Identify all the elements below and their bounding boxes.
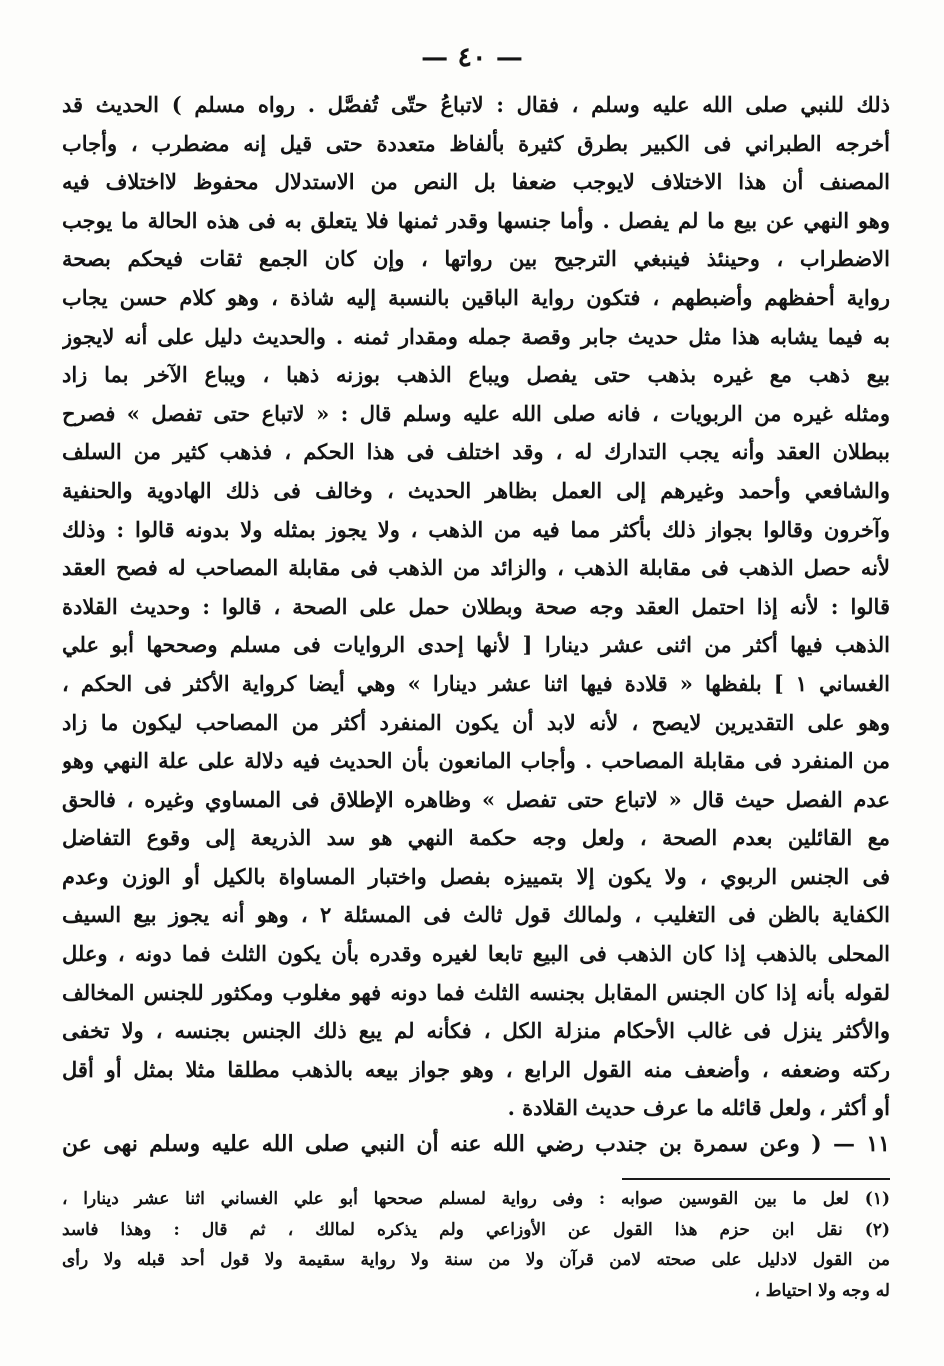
text-line: قالوا : لأنه إذا احتمل العقد وجه صحة وبطلان حمل على الصحة ، قالوا : وحديث القلادة: [62, 593, 890, 619]
text-line: لقوله بأنه إذا كان الجنس المقابل بجنسه الثلث فما دونه فهو مغلوب ومكثور للجنس المخالف: [62, 979, 890, 1005]
text-line: الذهب فيها أكثر من اثنى عشر دينارا [ لأنها إحدى الروايات فى مسلم وصححها أبو علي: [62, 632, 890, 658]
footnotes: [62, 1184, 890, 1306]
hadith-line: ١١ — ( وعن سمرة بن جندب رضي الله عنه أن النبي صلى الله عليه وسلم نهى عن: [62, 1131, 890, 1157]
text-line: من المنفرد فى مقابلة المصاحب . وأجاب المانعون بأن الحديث فيه دلالة على علة النهي وهو: [62, 748, 890, 774]
text-line: عدم الفصل حيث قال « لاتباع حتى تفصل » وظاهره الإطلاق فى المساوي وغيره ، فالحق: [62, 786, 890, 812]
text-line: ركته وضعفه ، وأضعف منه القول الرابع ، وهو جواز بيعه بالذهب مطلقا مثلا بمثل أو أقل: [62, 1056, 890, 1082]
hadith-heading: [62, 1124, 890, 1164]
text-line: به فيما يشابه هذا مثل حديث جابر وقصة جمله ومقدار ثمنه . والحديث دليل على أنه لايجوز: [62, 323, 890, 349]
text-line: فى الجنس الربوي ، ولا يكون إلا بتمييزه بفصل واختبار المساواة بالكيل أو الوزن وعدم: [62, 863, 890, 889]
text-line: والشافعي وأحمد وغيرهم إلى العمل بظاهر الحديث ، وخالف فى ذلك الهادوية والحنفية: [62, 477, 890, 503]
text-line: بيع ذهب مع غيره بذهب حتى يفصل ويباع الذهب بوزنه ذهبا ، ويباع الآخر بما زاد: [62, 362, 890, 388]
text-line: المحلى بالذهب إذا كان الذهب فى البيع تابعا لغيره وقدره بأن يكون الثلث فما دونه ، وعلل: [62, 941, 890, 967]
text-line: وآخرون وقالوا بجواز ذلك بأكثر مما فيه من الذهب ، ولا يجوز بمثله ولا بدونه قالوا : وذلك: [62, 516, 890, 542]
text-line: أخرجه الطبراني فى الكبير بطرق كثيرة بألفاظ متعددة حتى قيل إنه مضطرب ، وأجاب: [62, 130, 890, 156]
text-line: وهو على التقديرين لايصح ، لأنه لابد أن يكون المنفرد أكثر من المصاحب ليكون ما زاد: [62, 709, 890, 735]
page-number: — ٤٠ —: [421, 42, 523, 73]
text-line: ذلك للنبي صلى الله عليه وسلم ، فقال : لاتباعُ حتّى تُفصَّل . رواه مسلم ) الحديث قد: [62, 92, 890, 117]
text-line: الكفاية بالظن فى التغليب ، ولمالك قول ثالث فى المسئلة ٢ ، وهو أنه يجوز بيع السيف: [62, 902, 890, 928]
text-line: الغساني ١ ] بلفظها « قلادة فيها اثنا عشر دينارا » وهي أيضا كرواية الأكثر فى الحكم ،: [62, 670, 890, 696]
text-line: الاضطراب ، وحينئذ فينبغي الترجيح بين رواتها ، وإن كان الجمع ثقات فيحكم بصحة: [62, 246, 890, 272]
text-line: أو أكثر ، ولعل قائله ما عرف حديث القلادة .: [507, 1095, 890, 1121]
text-line: مع القائلين بعدم الصحة ، ولعل وجه حكمة النهي هو سد الذريعة إلى وقوع التفاضل: [62, 825, 890, 851]
text-line: المصنف أن هذا الاختلاف لايوجب ضعفا بل النص من الاستدلال محفوظ لااختلاف فيه: [62, 169, 890, 195]
text-line: ببطلان العقد وأنه يجب التدارك له ، وقد اختلف فى هذا الحكم ، فذهب كثير من السلف: [62, 439, 890, 465]
text-line: لأنه حصل الذهب فى مقابلة الذهب ، والزائد من الذهب فى مقابلة المصاحب له فصح العقد: [62, 555, 890, 581]
body-text: [62, 86, 890, 1128]
text-line: ومثله غيره من الربويات ، فانه صلى الله عليه وسلم قال : « لاتباع حتى تفصل » فصرح: [62, 400, 890, 426]
text-line: والأكثر ينزل فى غالب الأحكام منزلة الكل ، فكأنه لم يبع ذلك الجنس بجنسه ، ولا تخفى: [62, 1018, 890, 1044]
footnote-line: (٢) نقل ابن حزم هذا القول عن الأوزاعي ولم يذكره لمالك ، ثم قال : وهذا فاسد: [62, 1219, 890, 1240]
footnote-line: من القول لادليل على صحته لامن قرآن ولا من سنة ولا رواية سقيمة ولا قول أحد قبله ولا رأى: [62, 1250, 890, 1270]
text-line: وهو النهي عن بيع ما لم يفصل . وأما جنسها وقدر ثمنها فلا يتعلق به فى هذه الحالة ما يوجب: [62, 207, 890, 233]
text-line: رواية أحفظهم وأضبطهم ، فتكون رواية الباقين بالنسبة إليه شاذة ، وهو كلام حسن يجاب: [62, 284, 890, 310]
footnote-line: (١) لعل ما بين القوسين صوابه : وفى رواية لمسلم صححها أبو علي الغساني اثنا عشر دينارا ،: [62, 1189, 890, 1209]
footnote-divider: [622, 1178, 890, 1180]
footnote-line: له وجه ولا احتياط ،: [754, 1280, 890, 1301]
